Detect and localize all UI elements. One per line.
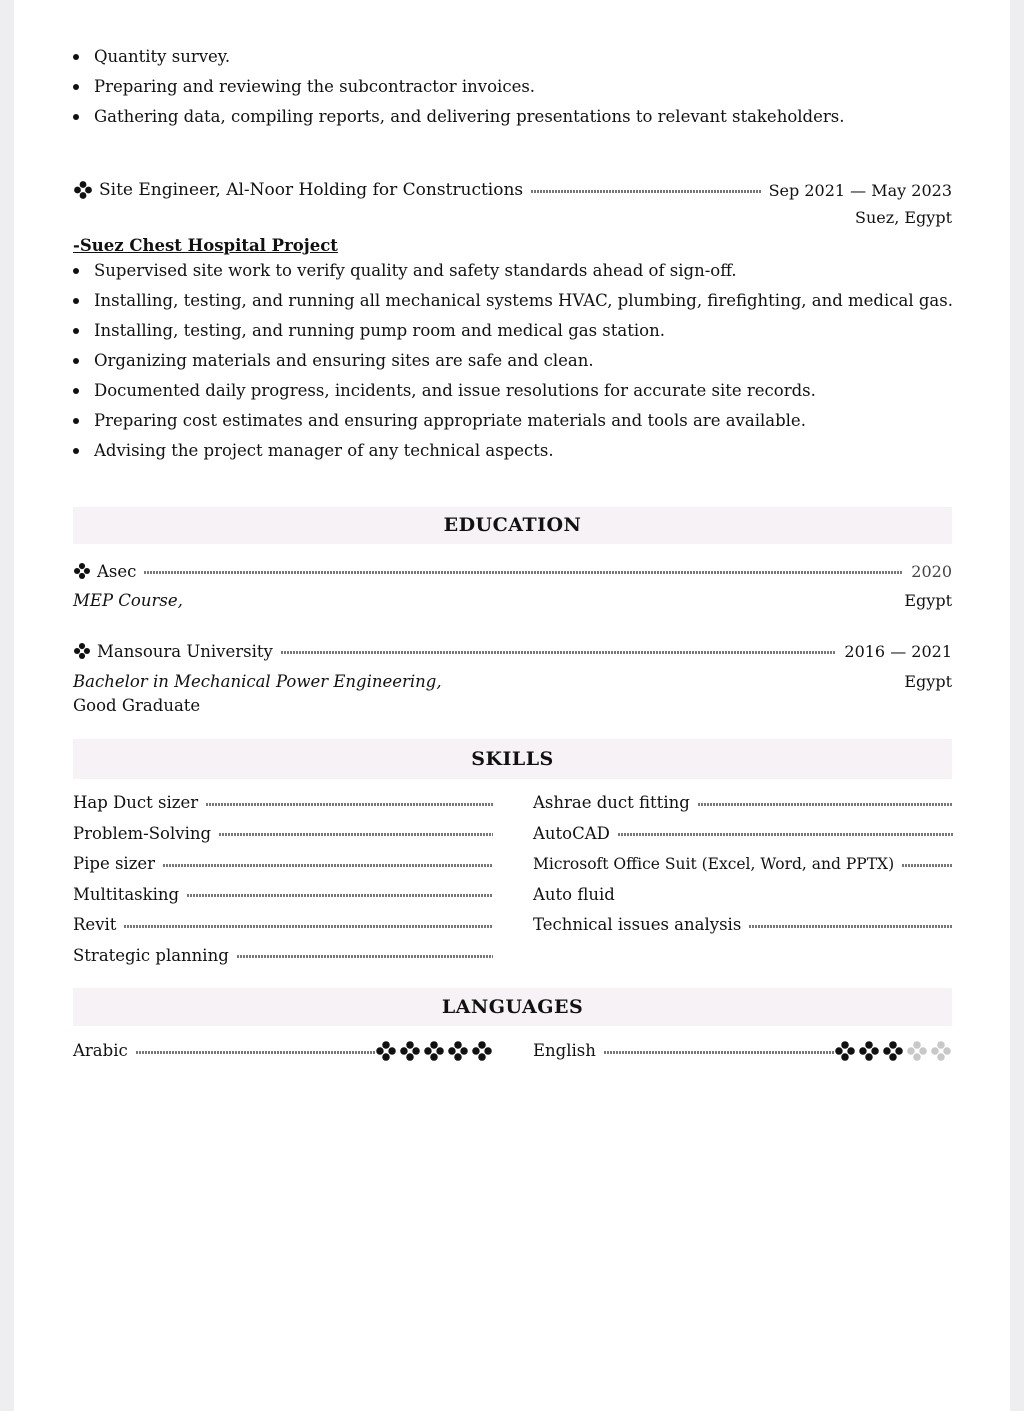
skill-item (73, 788, 493, 819)
rating-filled-icon (858, 1040, 880, 1062)
list-item: Organizing materials and ensuring sites are safe and clean. (73, 346, 952, 376)
job-title: Site Engineer, Al-Noor Holding for Constructions (99, 180, 524, 200)
education-note: Good Graduate (73, 696, 201, 715)
rating-empty-icon (930, 1040, 952, 1062)
rating-empty-icon (906, 1040, 928, 1062)
rating-filled-icon (882, 1040, 904, 1062)
rating-filled-icon (423, 1040, 445, 1062)
skill-name: Problem-Solving (73, 823, 212, 843)
dotted-leader (206, 803, 493, 806)
school-name: Asec (97, 561, 137, 581)
project-title: -Suez Chest Hospital Project (73, 236, 338, 255)
skill-name: Ashrae duct fitting (533, 793, 690, 812)
dotted-leader (902, 864, 953, 867)
list-item: Documented daily progress, incidents, and issue resolutions for accurate site records. (73, 376, 952, 406)
clover-icon (73, 642, 91, 660)
skill-name: Pipe sizer (73, 854, 156, 873)
skill-item (73, 819, 493, 850)
dotted-leader (237, 955, 493, 958)
skills-right-column (533, 788, 953, 941)
list-item: Installing, testing, and running all mechanical systems HVAC, plumbing, firefighting, and medical gas. (73, 286, 952, 316)
skill-name: Microsoft Office Suit (Excel, Word, and PPTX) (533, 855, 895, 873)
job-bullets (73, 256, 952, 466)
degree: MEP Course, (73, 591, 183, 610)
school-name: Mansoura University (97, 641, 273, 661)
skill-item (73, 880, 493, 911)
list-item: Preparing and reviewing the subcontractor invoices. (73, 72, 952, 102)
education-heading: EDUCATION (73, 507, 952, 544)
education-entry-header (73, 560, 952, 582)
list-item: Gathering data, compiling reports, and delivering presentations to relevant stakeholders. (73, 102, 952, 132)
skill-item (73, 910, 493, 941)
proficiency-rating (834, 1040, 952, 1062)
list-item: Preparing cost estimates and ensuring appropriate materials and tools are available. (73, 406, 952, 436)
skill-item (533, 849, 953, 880)
dotted-leader (144, 571, 903, 574)
dotted-leader (219, 833, 493, 836)
rating-filled-icon (471, 1040, 493, 1062)
rating-filled-icon (399, 1040, 421, 1062)
dotted-leader (281, 651, 837, 654)
resume-page (14, 0, 1010, 1411)
dotted-leader (531, 190, 760, 193)
skill-name: Revit (73, 915, 117, 934)
languages-heading: LANGUAGES (73, 988, 952, 1026)
education-date: 2020 (911, 561, 952, 581)
list-item: Installing, testing, and running pump room and medical gas station. (73, 316, 952, 346)
skill-item (533, 819, 953, 850)
dotted-leader (187, 894, 493, 897)
dotted-leader (604, 1051, 834, 1054)
clover-icon (73, 180, 93, 200)
dotted-leader (124, 925, 493, 928)
rating-filled-icon (834, 1040, 856, 1062)
skill-name: Multitasking (73, 884, 180, 904)
skill-item (533, 880, 953, 911)
clover-icon (73, 562, 91, 580)
language-name: English (533, 1041, 596, 1060)
job-header (73, 178, 952, 202)
education-date: 2016 — 2021 (844, 641, 952, 661)
proficiency-rating (375, 1040, 493, 1062)
education-entry-header (73, 640, 952, 662)
dotted-leader (136, 1051, 375, 1054)
skill-name: Auto fluid (533, 884, 615, 904)
dotted-leader (749, 925, 953, 928)
dotted-leader (618, 833, 953, 836)
skills-grid (73, 788, 952, 973)
skill-item (73, 941, 493, 972)
job-dates: Sep 2021 — May 2023 (768, 180, 952, 200)
job-location: Suez, Egypt (855, 208, 952, 227)
skill-name: AutoCAD (533, 823, 610, 843)
rating-filled-icon (447, 1040, 469, 1062)
skill-item (533, 910, 953, 941)
skill-item (73, 849, 493, 880)
skill-name: Technical issues analysis (533, 915, 742, 934)
language-name: Arabic (73, 1041, 128, 1060)
previous-job-bullets (73, 42, 952, 132)
list-item: Quantity survey. (73, 42, 952, 72)
skills-heading: SKILLS (73, 739, 952, 779)
language-item (73, 1036, 493, 1067)
skill-item (533, 788, 953, 819)
rating-filled-icon (375, 1040, 397, 1062)
education-location: Egypt (904, 672, 952, 691)
education-location: Egypt (904, 591, 952, 610)
skill-name: Hap Duct sizer (73, 793, 199, 812)
dotted-leader (163, 864, 493, 867)
skill-name: Strategic planning (73, 945, 229, 965)
list-item: Supervised site work to verify quality and safety standards ahead of sign-off. (73, 256, 952, 286)
skills-left-column (73, 788, 493, 971)
degree: Bachelor in Mechanical Power Engineering, (73, 672, 442, 691)
list-item: Advising the project manager of any technical aspects. (73, 436, 952, 466)
language-item (533, 1036, 952, 1067)
dotted-leader (698, 803, 953, 806)
